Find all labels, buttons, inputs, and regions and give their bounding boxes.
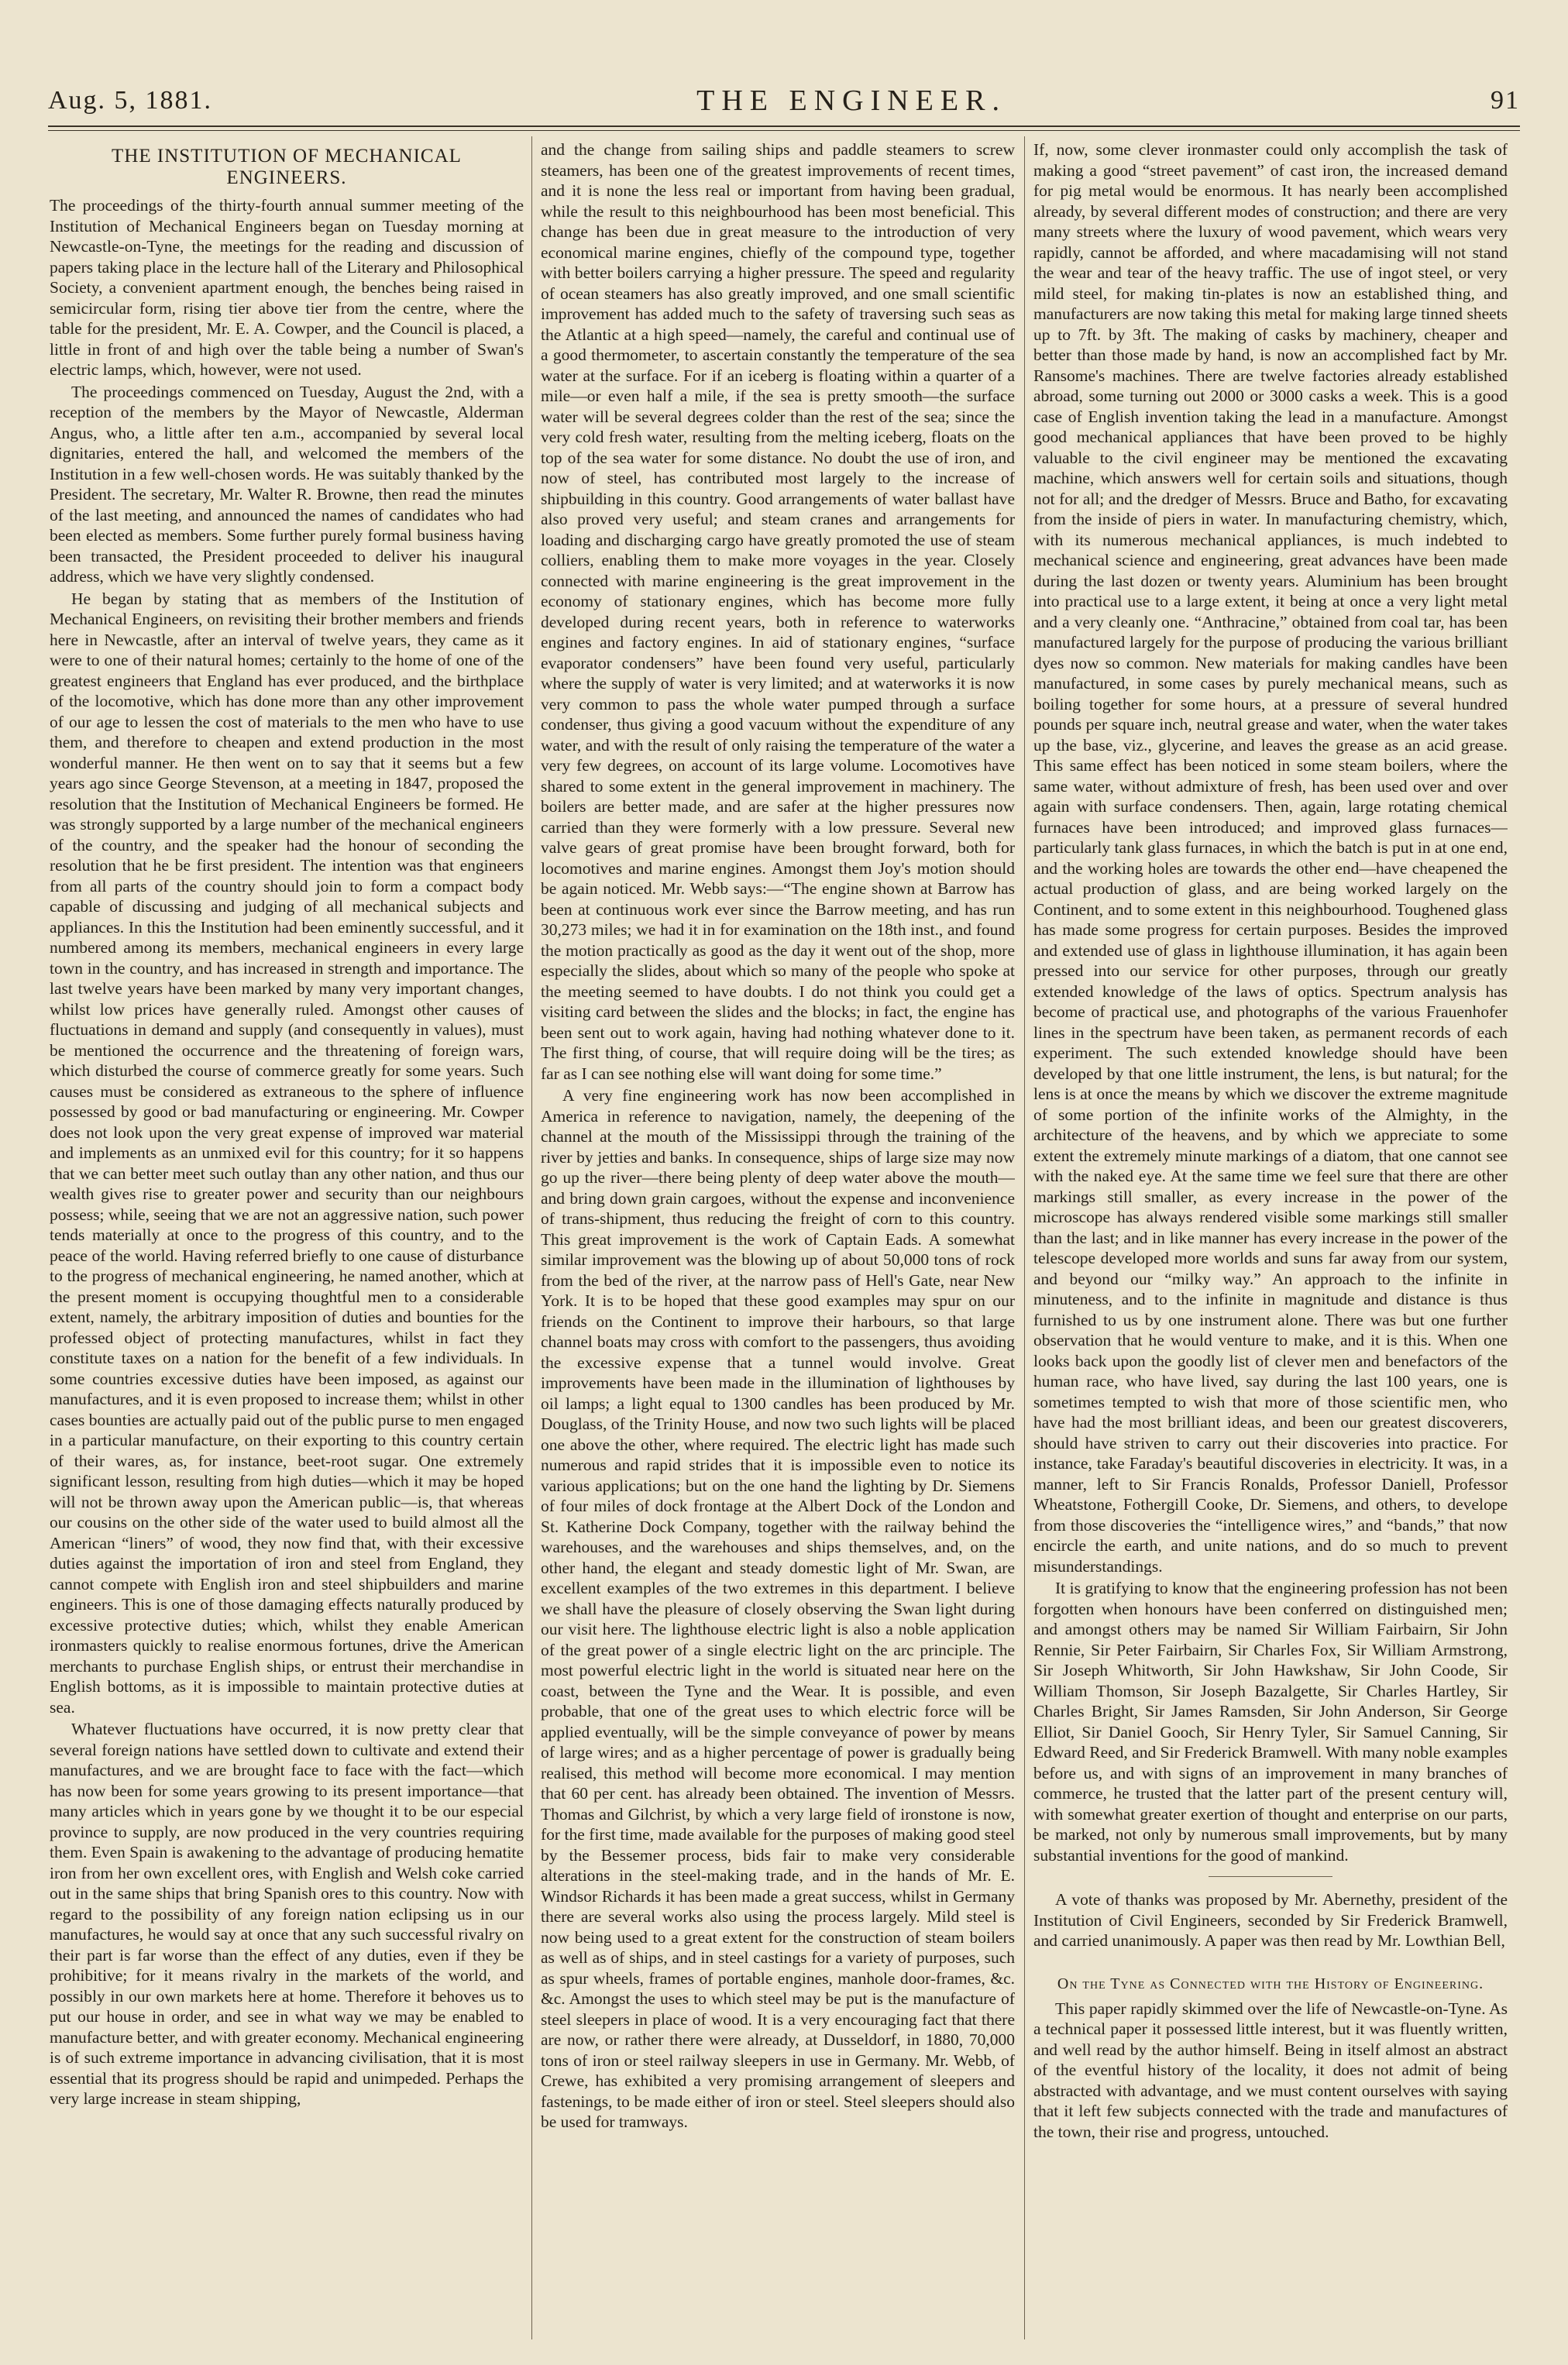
section-divider — [1209, 1876, 1332, 1877]
column-3 — [1033, 139, 1508, 2339]
column-2 — [541, 139, 1015, 2339]
issue-date: Aug. 5, 1881. — [48, 86, 213, 115]
article-paragraph: This paper rapidly skimmed over the life of Newcastle-on-Tyne. As a technical paper it possessed little interest, but it was fluently written, and well read by the author himself. Being in itself almost an abstract of the eventful history of the locality, it does not admit of being abstracted with advantage, and we must content ourselves with saying that it left few subjects connected with the trade and manufactures of the town, their rise and progress, untouched. — [1033, 1999, 1508, 2141]
article-paragraph: and the change from sailing ships and paddle steamers to screw steamers, has been one of the greatest improvements of recent times, and it is none the less real or important from having been gradual, while the result to this neighbourhood has been most beneficial. This change has been due in great measure to the introduction of very economical marine engines, chiefly of the compound type, together with better boilers carrying a higher pressure. The speed and regularity of ocean steamers has also greatly improved, and one small scientific improvement has added much to the safety of traversing such seas as the Atlantic at a high speed—namely, the careful and continual use of a good thermometer, to ascertain constantly the temperature of the sea water at the surface. For if an iceberg is floating within a quarter of a mile—or even half a mile, if the sea is pretty smooth—the surface water will be several degrees colder than the rest of the sea; since the very cold fresh water, resulting from the melting iceberg, floats on the top of the sea water for some distance. No doubt the use of iron, and now of steel, has contributed most largely to the increase of shipbuilding in this country. Good arrangements of water ballast have also proved very useful; and steam cranes and arrangements for loading and discharging cargo have greatly promoted the use of steam colliers, enabling them to make more voyages in the year. Closely connected with marine engineering is the great improvement in the economy of stationary engines, which has become more fully developed during recent years, both in reference to waterworks engines and factory engines. In aid of stationary engines, “surface evaporator condensers” have been found very useful, particularly where the supply of water is very limited; and at waterworks it is now very common to pass the whole water pumped through a surface condenser, thus giving a good vacuum without the expenditure of any water, and with the result of only raising the temperature of the water a very few degrees, on account of its large volume. Locomotives have shared to some extent in the general improvement in machinery. The boilers are better made, and are safer at the higher pressures now carried than they were formerly with a low pressure. Several new valve gears of great promise have been brought forward, both for locomotives and marine engines. Amongst them Joy's motion should be again noticed. Mr. Webb says:—“The engine shown at Barrow has been at continuous work ever since the Barrow meeting, and has run 30,273 miles; we had it in for examination on the 18th inst., and found the motion practically as good as the day it went out of the shop, more especially the slides, about which so many of the people who spoke at the meeting seemed to have doubts. I do not think you could get a visiting card between the slides and the blocks; in fact, the engine has been sent out to work again, having had nothing whatever done to it. The first thing, of course, that will require doing will be the tires; as far as I can see nothing else will want doing for some time.” — [541, 140, 1015, 1083]
article-paragraph: The proceedings commenced on Tuesday, August the 2nd, with a reception of the members by the Mayor of Newcastle, Alderman Angus, who, a little after ten a.m., accompanied by several local dignitaries, entered the hall, and welcomed the members of the Institution in a few well-chosen words. He was suitably thanked by the President. The secretary, Mr. Walter R. Browne, then read the minutes of the last meeting, and announced the names of candidates who had been elected as members. Some further purely formal business having been transacted, the President proceeded to deliver his inaugural address, which we have very slightly condensed. — [50, 382, 524, 586]
column-1 — [50, 139, 524, 2339]
publication-title: THE ENGINEER. — [696, 84, 1006, 117]
article-paragraph: A very fine engineering work has now been accomplished in America in reference to navigation, namely, the deepening of the channel at the mouth of the Mississippi through the training of the river by jetties and banks. In consequence, ships of large size may now go up the river—there being plenty of deep water above the mouth—and bring down grain cargoes, without the expense and inconvenience of trans-shipment, thus reducing the freight of corn to this country. This great improvement is the work of Captain Eads. A somewhat similar improvement was the blowing up of about 50,000 tons of rock from the bed of the river, at the narrow pass of Hell's Gate, near New York. It is to be hoped that these good examples may spur on our friends on the Continent to improve their harbours, so that large channel boats may cross with comfort to the passengers, thus avoiding the excessive expense that a tunnel would involve. Great improvements have been made in the illumination of lighthouses by oil lamps; a light equal to 1300 candles has been produced by Mr. Douglass, of the Trinity House, and now two such lights will be placed one above the other, where required. The electric light has made such numerous and rapid strides that it is impossible even to notice its various applications; but on the one hand the lighting by Dr. Siemens of four miles of dock frontage at the Albert Dock of the London and St. Katherine Dock Company, together with the railway behind the warehouses, and the warehouses and ships themselves, and, on the other hand, the elegant and steady domestic light of Mr. Swan, are excellent examples of the two extremes in this department. I believe we shall have the pleasure of closely observing the Swan light during our visit here. The lighthouse electric light is also a noble application of the great power of a single electric light on the arc principle. The most powerful electric light in the world is situated near here on the coast, between the Tyne and the Wear. It is possible, and even probable, that one of the great uses to which electric force will be applied eventually, will be the simple conveyance of power by means of large wires; and as a higher percentage of power is gradually being realised, this method will become more economical. I may mention that 60 per cent. has already been obtained. The invention of Messrs. Thomas and Gilchrist, by which a very large field of ironstone is now, for the first time, made available for the purposes of making good steel by the Bessemer process, bids fair to make very considerable alterations in the steel-making trade, and in the hands of Mr. E. Windsor Richards it has been made a great success, whilst in Germany there are several works also using the process largely. Mild steel is now being used to a great extent for the construction of steam boilers as well as of ships, and in steel castings for a variety of purposes, such as spur wheels, frames of portable engines, manhole door-frames, &c. &c. Amongst the uses to which steel may be put is the manufacture of steel sleepers in place of wood. It is a very encouraging fact that there are now, or rather there were already, at Dusseldorf, in 1880, 70,000 tons of iron or steel railway sleepers in use in Germany. Mr. Webb, of Crewe, has exhibited a very promising arrangement of sleepers and fastenings, to be made either of iron or steel. Steel sleepers should also be used for tramways. — [541, 1086, 1015, 2131]
article-paragraph: He began by stating that as members of the Institution of Mechanical Engineers, on revisiting their brother members and friends here in Newcastle, after an interval of twelve years, they came as it were to one of their natural homes; certainly to the home of one of the greatest engineers that England has ever produced, and the birthplace of the locomotive, which has done more than any other improvement of our age to lessen the cost of materials to the men who have to use them, and therefore to cheapen and extend production in the most wonderful manner. He then went on to say that it seems but a few years ago since George Stevenson, at a meeting in 1847, proposed the resolution that the Institution of Mechanical Engineers be formed. He was strongly supported by a large number of the mechanical engineers of the country, and the speaker had the honour of seconding the resolution that he be first president. The intention was that engineers from all parts of the country should join to form a compact body capable of discussing and judging of all mechanical subjects and appliances. In this the Institution had been eminently successful, and it numbered among its members, mechanical engineers in every large town in the country, and has increased in strength and importance. The last twelve years have been marked by many very important changes, whilst low prices have generally ruled. Amongst other causes of fluctuations in demand and supply (and consequently in values), must be mentioned the occurrence and the threatening of foreign wars, which disturbed the course of commerce greatly for some years. Such causes must be considered as extraneous to the sphere of influence possessed by good or bad manufacturing or engineering. Mr. Cowper does not look upon the very great expense of improved war material and implements as an unmixed evil for this country; for it so happens that we can better meet such outlay than any other nation, and thus our wealth gives rise to greater power and security than our neighbours possess; while, seeing that we are not an aggressive nation, such power tends materially at once to the progress of this country, and to the peace of the world. Having referred briefly to one cause of disturbance to the progress of mechanical engineering, he named another, which at the present moment is occupying thoughtful men to a considerable extent, namely, the arbitrary imposition of duties and bounties for the professed object of protecting manufactures, whilst in fact they constitute taxes on a nation for the benefit of a few individuals. In some countries excessive duties have been imposed, as against our manufactures, and it is even proposed to increase them; whilst in other cases bounties are actually paid out of the public purse to men engaged in a particular manufacture, on their exporting to this country certain of their wares, as, for instance, beet-root sugar. One extremely significant lesson, resulting from high duties—which it may be hoped will not be thrown away upon the American public—is, that whereas our cousins on the other side of the water used to build almost all the American “liners” of wood, they now find that, with their excessive duties against the importation of iron and steel from England, they cannot compete with English iron and steel shipbuilders and marine engineers. This is one of those damaging effects naturally produced by excessive protective duties; which, whilst they enable American ironmasters quickly to realise enormous fortunes, drive the American merchants to purchase English ships, or entrust their merchandise in English bottoms, as it is impossible to maintain protective duties at sea. — [50, 589, 524, 1717]
page-header — [48, 77, 1520, 124]
page-number: 91 — [1491, 86, 1520, 115]
header-rule-thin — [48, 130, 1520, 131]
article-paragraph: If, now, some clever ironmaster could only accomplish the task of making a good “street pavement” of cast iron, the increased demand for pig metal would be enormous. It has nearly been accomplished already, by several different modes of construction; and there are very many streets where the luxury of wood pavement, which wears very rapidly, cannot be afforded, and where macadamising will not stand the wear and tear of the heavy traffic. The use of ingot steel, or very mild steel, for making tin-plates is now an established thing, and manufacturers are now taking this metal for making large tinned sheets up to 7ft. by 3ft. The making of casks by machinery, cheaper and better than those made by hand, is now an accomplished fact by Mr. Ransome's machines. There are twelve factories already established abroad, some turning out 2000 or 3000 casks a week. This is a good case of English invention taking the lead in a manufacture. Amongst good mechanical appliances that have been proved to be highly valuable to the civil engineer may be mentioned the excavating machine, which answers well for certain soils and situations, though not for all; and the dredger of Messrs. Bruce and Batho, for excavating from the inside of piers in water. In manufacturing chemistry, which, with its numerous mechanical appliances, is much indebted to mechanical science and engineering, great advances have been made during the last dozen or twenty years. Aluminium has been brought into practical use to a large extent, it being at once a very light metal and a very cleanly one. “Anthracine,” obtained from coal tar, has been manufactured largely for the purpose of producing the various brilliant dyes now so common. New materials for making candles have been manufactured, in some cases by purely mechanical means, such as boiling together for some hours, at a pressure of several hundred pounds per square inch, neutral grease and water, when the water takes up the base, viz., glycerine, and leaves the grease as an acid grease. This same effect has been noticed in some steam boilers, where the same water, without admixture of fresh, has been used over and over again with surface condensers. Then, again, large rotating chemical furnaces have been introduced; and improved glass furnaces—particularly tank glass furnaces, in which the batch is put in at one end, and the working holes are towards the other end—have cheapened the actual production of glass, and are being worked largely on the Continent, and to some extent in this neighbourhood. Toughened glass has made some progress for certain purposes. Besides the improved and extended use of glass in lighthouse illumination, it has again been pressed into our service for other purposes, through our greatly extended knowledge of the laws of optics. Spectrum analysis has become of practical use, and photographs of the various Frauenhofer lines in the spectrum have been taken, as permanent records of each experiment. The such extended knowledge should have been developed by that one little instrument, the lens, is but natural; for the lens is at once the means by which we discover the extreme magnitude of some portion of the infinite works of the Almighty, in the architecture of the heavens, and by which we appreciate to some extent the extremely minute markings of a diatom, that one cannot see with the naked eye. At the same time we feel sure that there are other markings still smaller, as every increase in the power of the microscope has always rendered visible some markings still smaller than the last; and in like manner has every increase in the power of the telescope developed more worlds and suns far away from our system, and beyond our “milky way.” An approach to the infinite in minuteness, and to the infinite in magnitude and distance is thus furnished to us by one instrument alone. There was but one further observation that he would venture to make, and it is this. When one looks back upon the goodly list of clever men and benefactors of the human race, who have lived, say during the last 100 years, one is sometimes tempted to wish that more of those scientific men, who have had the most brilliant ideas, and been our greatest discoverers, should have striven to carry out their discoveries into practice. For instance, take Faraday's beautiful discoveries in electricity. It was, in a manner, left to Sir Francis Ronalds, Professor Daniell, Professor Wheatstone, Fothergill Cooke, Dr. Siemens, and others, to develope from those discoveries the “intelligence wires,” and “bands,” that now encircle the earth, and unite nations, and do so much to prevent misunderstandings. — [1033, 140, 1508, 1576]
column-divider — [1024, 136, 1025, 2339]
column-divider — [531, 136, 532, 2339]
article-paragraph: The proceedings of the thirty-fourth annual summer meeting of the Institution of Mechanical Engineers began on Tuesday morning at Newcastle-on-Tyne, the meetings for the reading and discussion of papers taking place in the lecture hall of the Literary and Philosophical Society, a convenient apartment enough, the benches being raised in semicircular form, rising tier above tier from the centre, where the table for the president, Mr. E. A. Cowper, and the Council is placed, a little in front of and high over the table being a number of Swan's electric lamps, which, however, were not used. — [50, 196, 524, 379]
article-heading: THE INSTITUTION OF MECHANICAL ENGINEERS. — [112, 146, 462, 188]
article-paragraph: A vote of thanks was proposed by Mr. Abernethy, president of the Institution of Civil Engineers, seconded by Sir Frederick Bramwell, and carried unanimously. A paper was then read by Mr. Lowthian Bell, — [1033, 1890, 1508, 1950]
paper-heading: On the Tyne as Connected with the History of Engineering. — [1057, 1975, 1484, 1992]
article-paragraph: It is gratifying to know that the engineering profession has not been forgotten when honours have been conferred on distinguished men; and amongst others may be named Sir William Fairbairn, Sir John Rennie, Sir Peter Fairbairn, Sir Charles Fox, Sir William Armstrong, Sir Joseph Whitworth, Sir John Hawkshaw, Sir John Coode, Sir William Thomson, Sir Joseph Bazalgette, Sir Charles Hartley, Sir Charles Bright, Sir James Ramsden, Sir John Anderson, Sir George Elliot, Sir Daniel Gooch, Sir Henry Tyler, Sir Samuel Canning, Sir Edward Reed, and Sir Frederick Bramwell. With many noble examples before us, and with signs of an improvement in many branches of commerce, he trusted that the latter part of the present century will, with somewhat greater exertion of thought and enterprise on our parts, be marked, not only by numerous small improvements, but by many substantial inventions for the good of mankind. — [1033, 1579, 1508, 1865]
header-rule — [48, 125, 1520, 127]
article-paragraph: Whatever fluctuations have occurred, it is now pretty clear that several foreign nations have settled down to cultivate and extend their manufactures, and we are brought face to face with the fact—which has now been for some years growing to its present importance—that many articles which in years gone by we thought it to be our especial province to supply, are now produced in the very countries requiring them. Even Spain is awakening to the advantage of producing hematite iron from her own excellent ores, with English and Welsh coke carried out in the same ships that bring Spanish ores to this country. Now with regard to the possibility of any foreign nation eclipsing us in our manufactures, he would say at once that any such successful rivalry on their part is far worse than the effect of any duties, even if they be prohibitive; for it means rivalry in the markets of the world, and possibly in our own markets here at home. Therefore it behoves us to put our house in order, and see in what way we may be enabled to manufacture better, and with greater economy. Mechanical engineering is of such extreme importance in advancing civilisation, that it is most essential that its progress should be rapid and unimpeded. Perhaps the very large increase in steam shipping, — [50, 1720, 524, 2108]
